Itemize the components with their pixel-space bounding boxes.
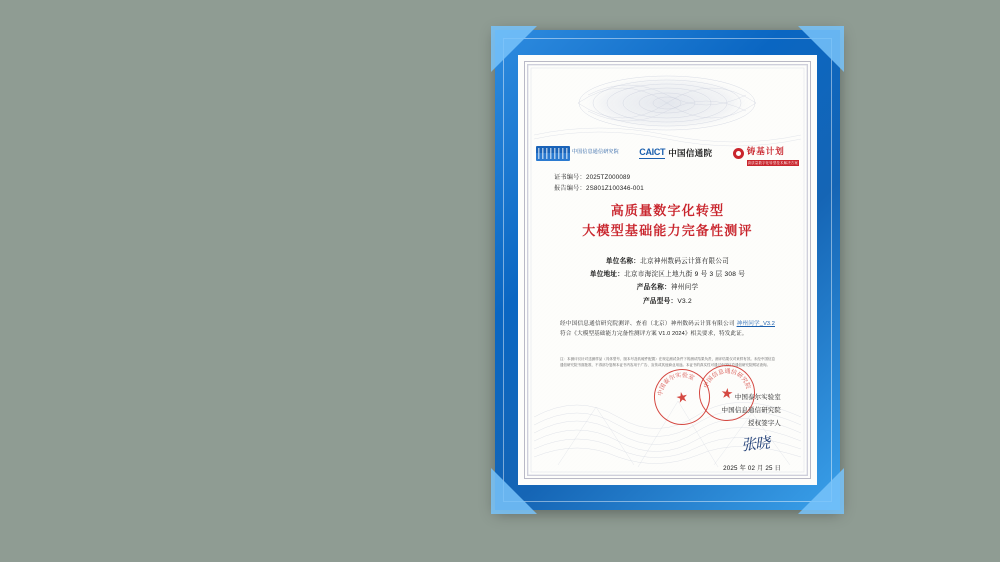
certificate-number-label: 证书编号： bbox=[554, 174, 586, 181]
certificate-footnote: 注：本测评仅针对送测样品（具体型号、版本号及软硬件配置）在规定测试条件下的测试结果负责，测评结果仅对来样有效。未经中国信息通信研究院书面批准，不得部分复制本证书内容用于广告、宣传或其他商业用途。本证书的真实性可通过中国信息通信研究院网站查询。 bbox=[560, 357, 775, 367]
certificate-statement bbox=[560, 319, 775, 340]
info-label-model: 产品型号： bbox=[643, 297, 678, 305]
report-number-row bbox=[554, 184, 644, 195]
certificate-paper bbox=[518, 55, 817, 485]
logo-row bbox=[536, 141, 799, 165]
zhuji-plan-name: 铸基计划 bbox=[746, 145, 785, 156]
zhuji-plan-icon bbox=[733, 148, 744, 159]
info-label-address: 单位地址： bbox=[589, 271, 625, 279]
issuer-line-2: 中国信息通信研究院 bbox=[721, 407, 781, 415]
caict-logo bbox=[639, 147, 712, 159]
info-label-company: 单位名称： bbox=[605, 258, 641, 265]
info-label-product: 产品名称： bbox=[636, 284, 671, 292]
certificate-number-value: 2025TZ000089 bbox=[585, 174, 631, 181]
issue-date: 2025 年 02 月 25 日 bbox=[723, 465, 781, 473]
zhuji-plan-subtitle: 高质量数字化转型技术解决方案 bbox=[747, 161, 798, 165]
caict-mark-icon: CAICT bbox=[639, 146, 666, 157]
flag-logo-icon bbox=[536, 146, 570, 161]
caict-logo-name: 中国信通院 bbox=[668, 148, 713, 158]
signature-block bbox=[722, 391, 781, 476]
info-value-address: 北京市海淀区上地九街 9 号 3 层 308 号 bbox=[624, 271, 746, 279]
statement-prefix: 经中国信息通信研究院测评、查看（北京）神州数码云计算有限公司 bbox=[560, 321, 737, 327]
svg-text:中国信息通信研究院: 中国信息通信研究院 bbox=[703, 368, 751, 390]
info-value-model: V3.2 bbox=[677, 297, 692, 305]
flag-logo-text-cn: 中国信息通信研究院 bbox=[572, 149, 619, 156]
authorized-signer-label: 授权签字人 bbox=[748, 420, 781, 428]
flag-logo bbox=[536, 146, 619, 161]
info-row-model bbox=[536, 295, 799, 308]
info-value-product: 神州问学 bbox=[670, 284, 699, 292]
info-value-company: 北京神州数码云计算有限公司 bbox=[640, 258, 730, 265]
report-number-label: 报告编号： bbox=[554, 184, 586, 192]
certificate-number-row bbox=[554, 173, 644, 184]
certificate-info bbox=[536, 255, 799, 308]
certificate-title bbox=[536, 201, 799, 241]
seal-star-icon: ★ bbox=[674, 387, 690, 407]
certificate-numbers bbox=[554, 173, 644, 195]
title-line-1: 高质量数字化转型 bbox=[610, 203, 725, 218]
certificate-frame bbox=[495, 30, 840, 510]
svg-text:中国泰尔实验室: 中国泰尔实验室 bbox=[657, 372, 695, 397]
statement-suffix: 符合《大模型基础能力完备性测评方案 V1.0 2024》相关要求，特发此证。 bbox=[560, 331, 748, 338]
info-row-address bbox=[536, 268, 799, 281]
info-row-product bbox=[536, 281, 799, 294]
report-number-value: 2S801Z100346-001 bbox=[585, 184, 644, 192]
handwritten-signature: 张晓 bbox=[740, 435, 770, 455]
issuer-line-1: 中国泰尔实验室 bbox=[734, 394, 781, 401]
zhuji-plan-logo bbox=[733, 141, 799, 166]
seal-star-icon: ★ bbox=[719, 384, 735, 402]
info-row-company bbox=[536, 255, 799, 268]
statement-product-link[interactable]: 神州问学_V3.2 bbox=[736, 321, 775, 327]
title-line-2: 大模型基础能力完备性测评 bbox=[582, 223, 753, 239]
